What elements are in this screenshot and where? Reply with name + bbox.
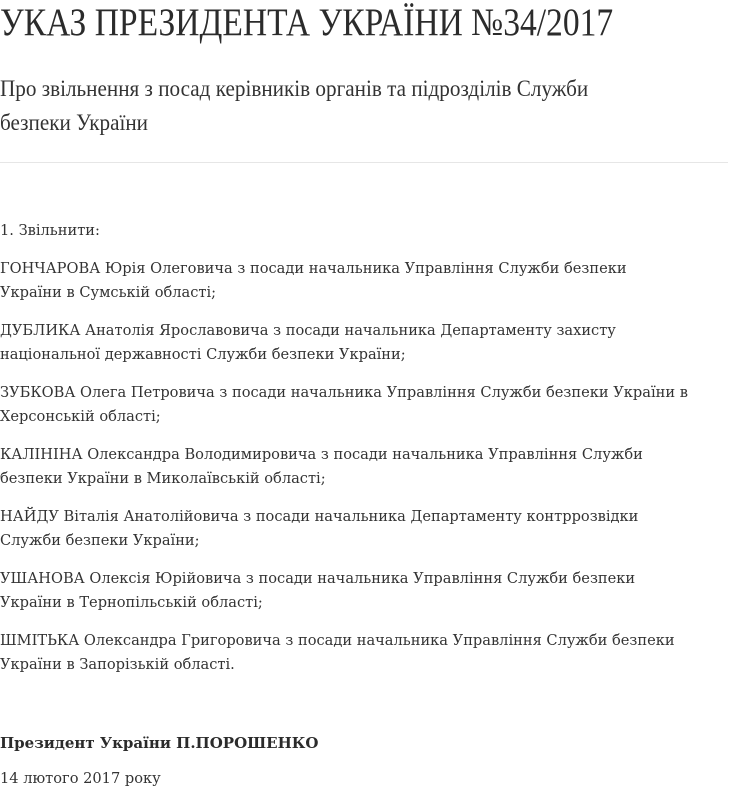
paragraph-line: ШМІТЬКА Олександра Григоровича з посади начальника Управління Служби безпеки	[0, 632, 675, 649]
decree-body	[0, 219, 688, 691]
paragraph	[0, 219, 688, 243]
paragraph	[0, 567, 688, 615]
paragraph-line: України в Сумській області;	[0, 284, 217, 301]
paragraph-line: ДУБЛИКА Анатолія Ярославовича з посади начальника Департаменту захисту	[0, 322, 616, 339]
paragraph-line: Служби безпеки України;	[0, 532, 200, 549]
decree-subtitle	[0, 72, 734, 140]
paragraph	[0, 257, 688, 305]
paragraph-line: УШАНОВА Олексія Юрійовича з посади начальника Управління Служби безпеки	[0, 570, 636, 587]
signature: Президент України П.ПОРОШЕНКО	[0, 734, 319, 752]
divider	[0, 162, 728, 163]
paragraph-line: ЗУБКОВА Олега Петровича з посади начальника Управління Служби безпеки України в	[0, 384, 688, 401]
page-title: УКАЗ ПРЕЗИДЕНТА УКРАЇНИ №34/2017	[0, 1, 614, 44]
paragraph	[0, 629, 688, 677]
paragraph-line: Херсонській області;	[0, 408, 161, 425]
paragraph	[0, 505, 688, 553]
paragraph-line: України в Тернопільській області;	[0, 594, 263, 611]
paragraph-line: національної державності Служби безпеки України;	[0, 346, 406, 363]
paragraph-line: НАЙДУ Віталія Анатолійовича з посади начальника Департаменту контррозвідки	[0, 508, 639, 525]
paragraph-line: ГОНЧАРОВА Юрія Олеговича з посади начальника Управління Служби безпеки	[0, 260, 627, 277]
decree-date: 14 лютого 2017 року	[0, 770, 161, 787]
subtitle-line: безпеки України	[0, 110, 149, 135]
paragraph-line: КАЛІНІНА Олександра Володимировича з посади начальника Управління Служби	[0, 446, 643, 463]
subtitle-line: Про звільнення з посад керівників органів та підрозділів Служби	[0, 76, 589, 101]
paragraph	[0, 381, 688, 429]
paragraph-line: 1. Звільнити:	[0, 222, 100, 239]
paragraph-line: України в Запорізькій області.	[0, 656, 235, 673]
paragraph-line: безпеки України в Миколаївській області;	[0, 470, 326, 487]
paragraph	[0, 443, 688, 491]
paragraph	[0, 319, 688, 367]
